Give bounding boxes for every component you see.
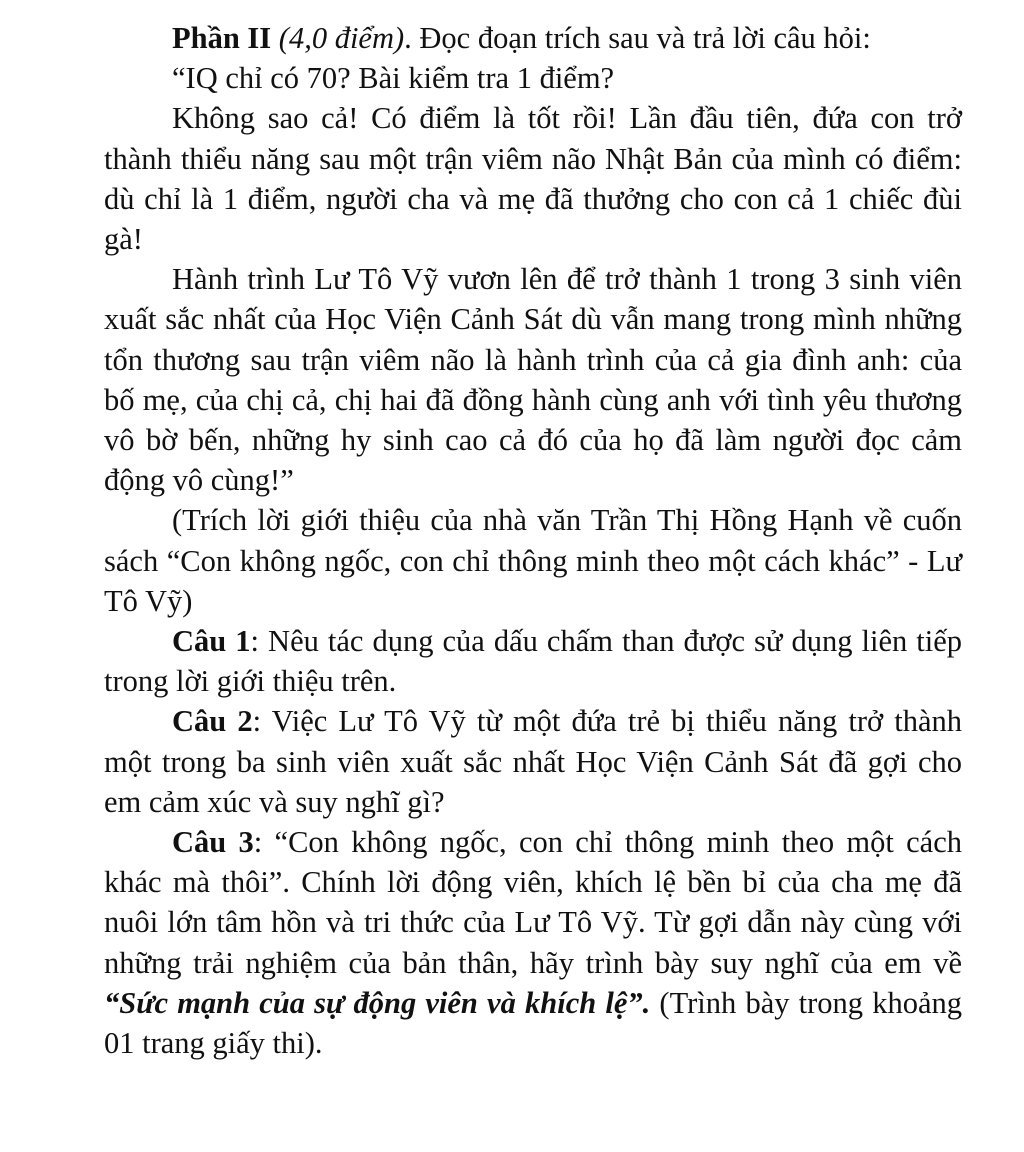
- excerpt-paragraph-3: Hành trình Lư Tô Vỹ vươn lên để trở thành 1 trong 3 sinh viên xuất sắc nhất của Học Viện Cảnh Sát dù vẫn mang trong mình những tổn thương sau trận viêm não là hành trình của cả gia đình anh: của bố mẹ, của chị cả, chị hai đã đồng hành cùng anh với tình yêu thương vô bờ bến, những hy sinh cao cả đó của họ đã làm người đọc cảm động vô cùng!”: [104, 262, 962, 498]
- exam-page: [104, 18, 962, 1063]
- part-label: Phần II: [172, 21, 272, 55]
- question-1-text: : Nêu tác dụng của dấu chấm than được sử dụng liên tiếp trong lời giới thiệu trên.: [104, 624, 962, 699]
- question-3-label: Câu 3: [172, 825, 254, 860]
- question-2: [104, 701, 962, 822]
- question-3-emphasis: “Sức mạnh của sự động viên và khích lệ”.: [104, 985, 651, 1020]
- question-3: [104, 822, 962, 1063]
- question-3-tail: (Trình bày trong khoảng 01 trang giấy thi).: [104, 985, 962, 1061]
- question-2-label: Câu 2: [172, 704, 253, 739]
- excerpt-source: (Trích lời giới thiệu của nhà văn Trần Thị Hồng Hạnh về cuốn sách “Con không ngốc, con chỉ thông minh theo một cách khác” - Lư Tô Vỹ): [104, 503, 962, 618]
- question-3-text: : “Con không ngốc, con chỉ thông minh theo một cách khác mà thôi”. Chính lời động viên, khích lệ bền bỉ của cha mẹ đã nuôi lớn tâm hồn và tri thức của Lư Tô Vỹ. Từ gợi dẫn này cùng với những trải nghiệm của bản thân, hãy trình bày suy nghĩ của em về: [104, 825, 962, 980]
- excerpt-paragraph-1: “IQ chỉ có 70? Bài kiểm tra 1 điểm?: [172, 61, 615, 96]
- question-1-label: Câu 1: [172, 624, 251, 659]
- part-points: (4,0 điểm): [278, 21, 405, 55]
- question-1: [104, 621, 962, 701]
- part-instruction: . Đọc đoạn trích sau và trả lời câu hỏi:: [404, 21, 871, 55]
- part-heading: [104, 18, 962, 58]
- question-2-text: : Việc Lư Tô Vỹ từ một đứa trẻ bị thiểu năng trở thành một trong ba sinh viên xuất sắc nhất Học Viện Cảnh Sát đã gợi cho em cảm xúc và suy nghĩ gì?: [104, 704, 962, 819]
- excerpt-paragraph-2: Không sao cả! Có điểm là tốt rồi! Lần đầu tiên, đứa con trở thành thiểu năng sau một trận viêm não Nhật Bản của mình có điểm: dù chỉ là 1 điểm, người cha và mẹ đã thưởng cho con cả 1 chiếc đùi gà!: [104, 101, 962, 257]
